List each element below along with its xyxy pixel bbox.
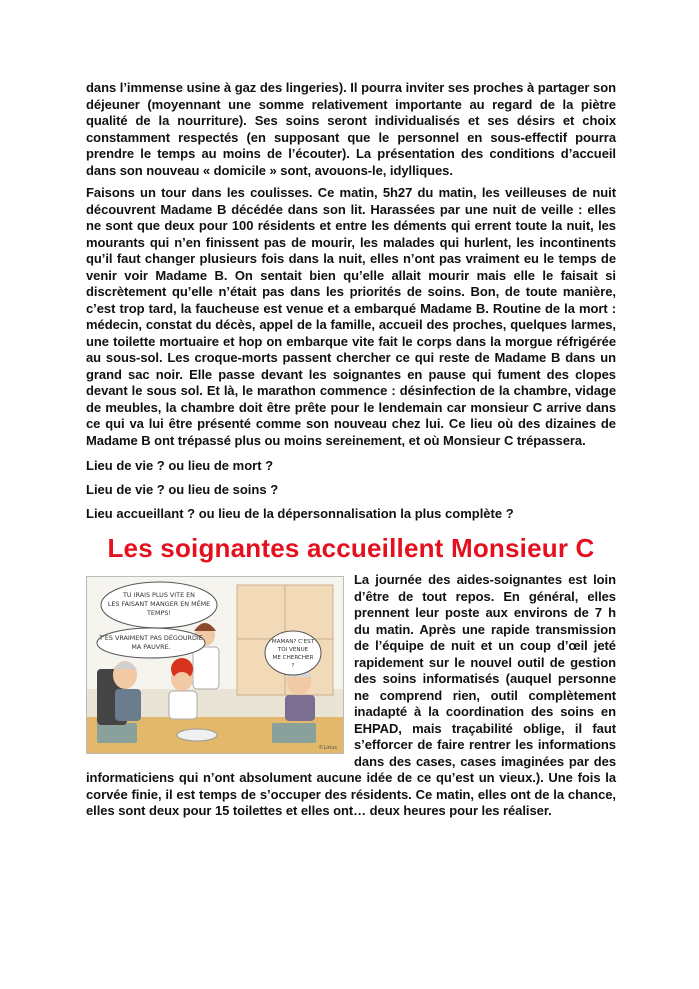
bubble-1-line-1: TU IRAIS PLUS VITE EN (123, 591, 195, 599)
paragraph-intro: dans l’immense usine à gaz des lingeries). Il pourra inviter ses proches à partager son déjeuner (moyennant une somme relativement importante au regard de la piètre qualité de la nourriture). Ses soins seront individualisés et ses désirs et choix constamment respectés (en supposant que le personnel en sous-effectif pourra prendre le temps au moins de l’écouter). La présentation des conditions d’accueil dans son nouveau « domicile » sont, avouons-le, idylliques. (86, 80, 616, 178)
bubble-2-line-2: MA PAUVRE. (131, 643, 171, 651)
section-body-wrap (86, 572, 616, 820)
bubble-1-line-2: LES FAISANT MANGER EN MÊME (107, 600, 211, 608)
question-vie-mort: Lieu de vie ? ou lieu de mort ? (86, 458, 274, 473)
question-accueillant: Lieu accueillant ? ou lieu de la dépersonnalisation la plus complète ? (86, 506, 514, 521)
cartoon-illustration (86, 576, 344, 754)
bubble-1-line-3: TEMPS! (147, 609, 171, 617)
bubble-3-line-3: ME CHERCHER (272, 655, 314, 661)
document-page (86, 80, 616, 820)
section-body-text: La journée des aides-soignantes est loin d’être de tout repos. En général, elles prennent leur poste aux environs de 7 h du matin. Après une rapide transmission de l’équipe de nuit et un coup d’œil jeté rapidement sur le nouvel outil de gestion des soins informatisés (auquel personne ne comprend rien, outil complètement inadapté à la coordination des soins en EHPAD, mais traçabilité oblige, il faut s’efforcer de faire rentrer les informations dans des cases, cases imaginées par des informaticiens qui n’ont absolument aucune idée de ce qu’est un vieux.). Une fois la corvée finie, il est temps de s’occuper des résidents. Ce matin, elles ont de la chance, elles sont deux pour 15 toilettes et elles ont… deux heures pour les réaliser. (86, 572, 616, 818)
bubble-3-line-4: ? (291, 663, 295, 669)
questions-block (86, 458, 616, 522)
bubble-2-line-1: T'ES VRAIMENT PAS DÉGOURDIE (99, 634, 203, 642)
section-title: Les soignantes accueillent Monsieur C (107, 533, 595, 563)
paragraph-coulisses: Faisons un tour dans les coulisses. Ce matin, 5h27 du matin, les veilleuses de nuit découvrent Madame B décédée dans son lit. Harassées par une nuit de veille : elles ne sont que deux pour 100 résidents et entre les déments qui errent toute la nuit, les mourants qui n’en finissent pas de mourir, les malades qui hurlent, les incontinents qu’il faut changer plusieurs fois dans la nuit, elles n’ont pas vraiment eu le temps de venir voir Madame B. On sentait bien qu’elle allait mourir mais elle le faisait si discrètement qu’elle n’était pas dans les priorités de soins. Bon, de toute manière, c’est trop tard, la faucheuse est venue et a embarqué Madame B. Routine de la mort : médecin, constat du décès, appel de la famille, accueil des proches, quelques larmes, une toilette mortuaire et hop on embarque vite fait le corps dans la morgue réfrigérée au sous-sol. Les croque-morts passent chercher ce qui reste de Madame B dans un grand sac noir. Elle passe devant les soignantes en pause qui fument des clopes devant le sous sol. Et là, le marathon commence : désinfection de la chambre, vidage de meubles, la chambre doit être prête pour le lendemain car monsieur C arrive dans ce qui va lui être présenté comme son nouveau chez lui. Ce lieu où des dizaines de Madame B ont trépassé plus ou moins sereinement, et où Monsieur C trépassera. (86, 185, 616, 448)
bubble-3-line-2: TOI VENUE (277, 647, 309, 653)
bubble-3-line-1: MAMAN? C'EST (271, 639, 315, 645)
illustration-signature: ©Lotus (318, 745, 337, 751)
question-vie-soins: Lieu de vie ? ou lieu de soins ? (86, 482, 279, 497)
